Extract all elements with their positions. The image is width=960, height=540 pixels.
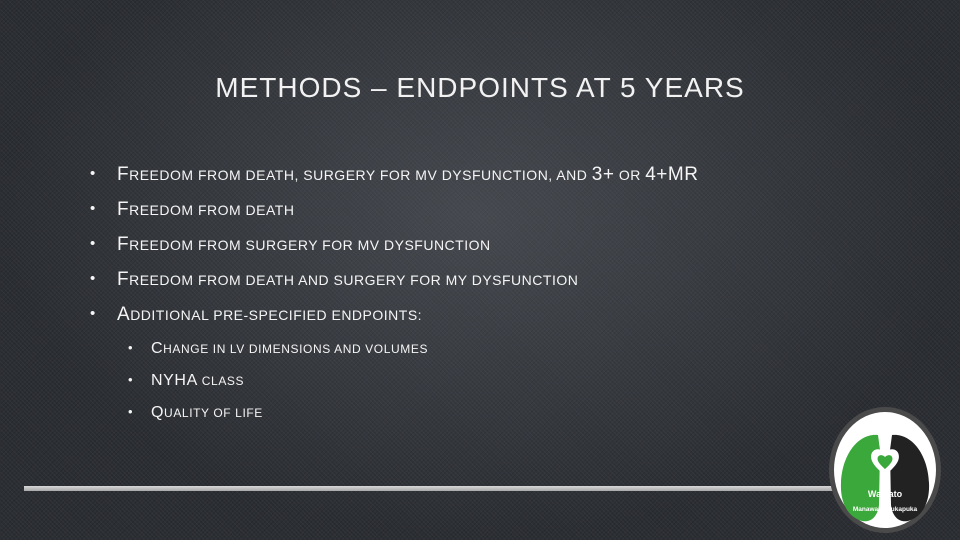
logo-text-line1: Waikato bbox=[867, 489, 903, 499]
bullet-or: OR bbox=[614, 167, 646, 183]
bullet-initial: F bbox=[117, 164, 130, 185]
bullet-initial: F bbox=[117, 269, 130, 290]
bullet-grade-4mr: 4+MR bbox=[645, 164, 699, 185]
bullet-initial: A bbox=[117, 304, 131, 325]
bullet-text: REEDOM FROM SURGERY FOR MV DYSFUNCTION bbox=[129, 237, 491, 253]
waikato-heart-lung-logo bbox=[828, 405, 943, 535]
bullet-grade-3: 3+ bbox=[591, 164, 615, 185]
bullet-item-4 bbox=[88, 269, 698, 304]
bullet-item-1 bbox=[88, 164, 698, 199]
bullet-initial: F bbox=[117, 199, 130, 220]
sub-bullet-item-3 bbox=[126, 404, 428, 436]
footer-divider bbox=[24, 486, 864, 491]
bullet-item-5 bbox=[88, 304, 698, 339]
sub-bullet-initial: NYHA bbox=[151, 372, 198, 389]
sub-bullet-initial: Q bbox=[151, 404, 165, 421]
endpoint-list bbox=[88, 164, 698, 339]
sub-endpoint-list bbox=[126, 340, 428, 436]
slide-title: METHODS – ENDPOINTS AT 5 YEARS bbox=[215, 72, 745, 103]
logo-text-line2: Manawa & Pukapuka bbox=[852, 506, 918, 513]
sub-bullet-text: UALITY OF LIFE bbox=[164, 406, 263, 420]
bullet-text: REEDOM FROM DEATH, SURGERY FOR MV DYSFUNCTION, AND bbox=[129, 167, 592, 183]
sub-bullet-text: HANGE IN LV DIMENSIONS AND VOLUMES bbox=[163, 342, 429, 356]
bullet-text: DDITIONAL PRE-SPECIFIED ENDPOINTS: bbox=[130, 307, 423, 323]
bullet-initial: F bbox=[117, 234, 130, 255]
sub-bullet-item-1 bbox=[126, 340, 428, 372]
sub-bullet-initial: C bbox=[151, 340, 164, 357]
bullet-item-2 bbox=[88, 199, 698, 234]
bullet-text: REEDOM FROM DEATH AND SURGERY FOR MY DYSFUNCTION bbox=[129, 272, 579, 288]
sub-bullet-text: CLASS bbox=[197, 374, 245, 388]
bullet-item-3 bbox=[88, 234, 698, 269]
sub-bullet-item-2 bbox=[126, 372, 428, 404]
bullet-text: REEDOM FROM DEATH bbox=[129, 202, 295, 218]
